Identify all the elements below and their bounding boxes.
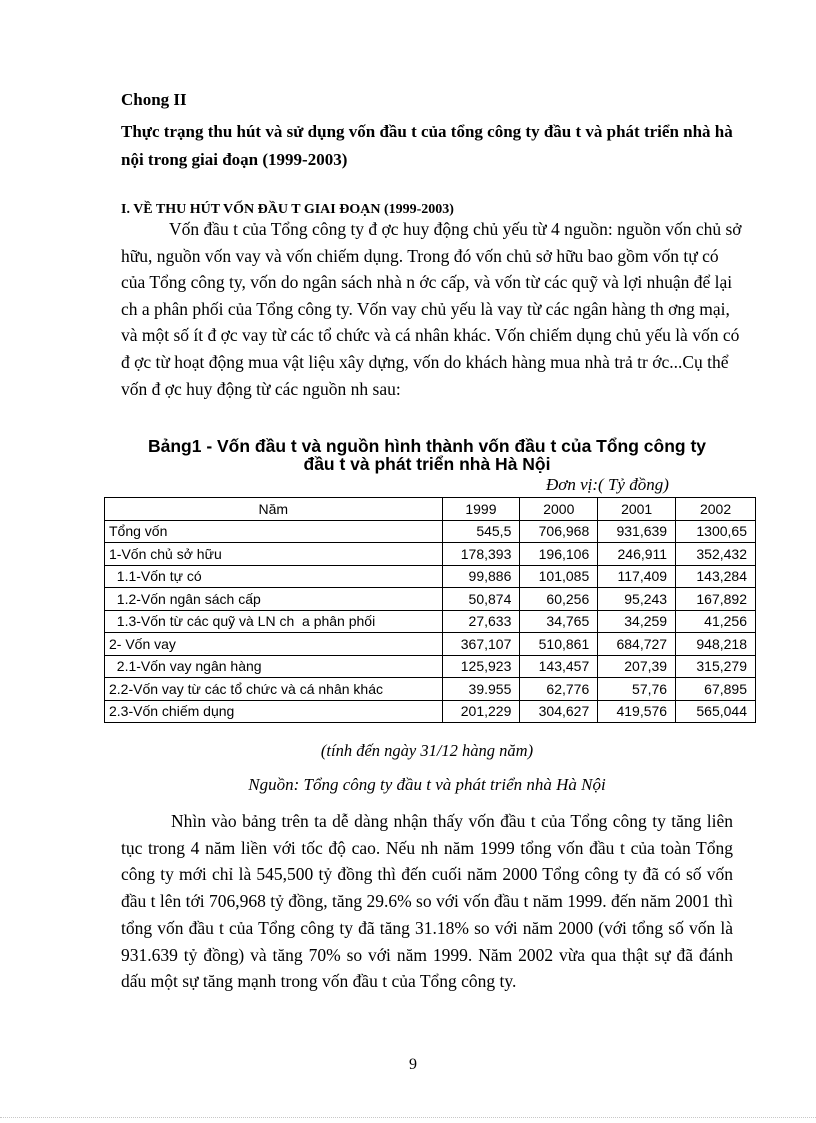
value-cell: 706,968 xyxy=(520,520,598,543)
row-label: 2- Vốn vay xyxy=(105,633,443,656)
value-cell: 684,727 xyxy=(598,633,676,656)
table-caption: Bảng1 - Vốn đầu t và nguồn hình thành vốn đầu t của Tổng công ty xyxy=(147,436,707,456)
capital-table xyxy=(104,497,756,723)
row-label: Tổng vốn xyxy=(105,520,443,543)
section-heading: I. VỀ THU HÚT VỐN ĐẦU T GIAI ĐOẠN (1999-2003) xyxy=(121,202,454,217)
page-bottom-divider xyxy=(0,1117,816,1118)
value-cell: 67,895 xyxy=(676,678,756,701)
intro-paragraph xyxy=(121,216,744,402)
table-row xyxy=(105,655,756,678)
table-row xyxy=(105,588,756,611)
analysis-paragraph xyxy=(121,808,733,995)
value-cell: 34,259 xyxy=(598,610,676,633)
value-cell: 948,218 xyxy=(676,633,756,656)
value-cell: 419,576 xyxy=(598,700,676,723)
table-note: (tính đến ngày 31/12 hàng năm) xyxy=(320,741,534,760)
value-cell: 207,39 xyxy=(598,655,676,678)
table-row xyxy=(105,700,756,723)
value-cell: 62,776 xyxy=(520,678,598,701)
table-row xyxy=(105,633,756,656)
header-cell: 2000 xyxy=(520,498,598,521)
value-cell: 196,106 xyxy=(520,543,598,566)
row-label: 1.3-Vốn từ các quỹ và LN ch a phân phối xyxy=(105,610,443,633)
value-cell: 34,765 xyxy=(520,610,598,633)
table-unit: Đơn vị:( Tỷ đồng) xyxy=(546,475,669,494)
row-label: 2.2-Vốn vay từ các tổ chức và cá nhân khác xyxy=(105,678,443,701)
header-cell: Năm xyxy=(105,498,443,521)
table-caption-line2: đầu t và phát triển nhà Hà Nội xyxy=(303,454,551,474)
value-cell: 101,085 xyxy=(520,565,598,588)
value-cell: 246,911 xyxy=(598,543,676,566)
chapter-label: Chong II xyxy=(121,90,187,109)
value-cell: 27,633 xyxy=(442,610,520,633)
table-row xyxy=(105,565,756,588)
table-row xyxy=(105,543,756,566)
value-cell: 201,229 xyxy=(442,700,520,723)
value-cell: 95,243 xyxy=(598,588,676,611)
header-cell: 2002 xyxy=(676,498,756,521)
value-cell: 39.955 xyxy=(442,678,520,701)
table-row xyxy=(105,610,756,633)
value-cell: 510,861 xyxy=(520,633,598,656)
value-cell: 931,639 xyxy=(598,520,676,543)
value-cell: 565,044 xyxy=(676,700,756,723)
value-cell: 352,432 xyxy=(676,543,756,566)
value-cell: 315,279 xyxy=(676,655,756,678)
row-label: 2.1-Vốn vay ngân hàng xyxy=(105,655,443,678)
chapter-title: Thực trạng thu hút và sử dụng vốn đầu t của tổng công ty đầu t và phát triển nhà hà nội trong giai đoạn (1999-2003) xyxy=(121,122,733,169)
value-cell: 167,892 xyxy=(676,588,756,611)
table-row xyxy=(105,678,756,701)
row-label: 1-Vốn chủ sở hữu xyxy=(105,543,443,566)
value-cell: 545,5 xyxy=(442,520,520,543)
value-cell: 1300,65 xyxy=(676,520,756,543)
value-cell: 50,874 xyxy=(442,588,520,611)
value-cell: 304,627 xyxy=(520,700,598,723)
value-cell: 367,107 xyxy=(442,633,520,656)
value-cell: 143,284 xyxy=(676,565,756,588)
row-label: 1.2-Vốn ngân sách cấp xyxy=(105,588,443,611)
value-cell: 143,457 xyxy=(520,655,598,678)
value-cell: 57,76 xyxy=(598,678,676,701)
row-label: 2.3-Vốn chiếm dụng xyxy=(105,700,443,723)
table-body xyxy=(105,520,756,723)
value-cell: 178,393 xyxy=(442,543,520,566)
header-cell: 2001 xyxy=(598,498,676,521)
value-cell: 125,923 xyxy=(442,655,520,678)
value-cell: 117,409 xyxy=(598,565,676,588)
table-source: Nguồn: Tổng công ty đầu t và phát triển nhà Hà Nội xyxy=(248,775,606,794)
page-number: 9 xyxy=(409,1056,417,1073)
header-cell: 1999 xyxy=(442,498,520,521)
analysis-paragraph-text: Nhìn vào bảng trên ta dễ dàng nhận thấy vốn đầu t của Tổng công ty tăng liên tục trong 4 năm liền với tốc độ cao. Nếu nh năm 1999 tổng vốn đầu t của toàn Tổng công ty mới chỉ là 545,500 tỷ đồng thì đến cuối năm 2000 Tổng công ty đã có số vốn đầu t lên tới 706,968 tỷ đồng, tăng 29.6% so với vốn đầu t năm 1999. đến năm 2001 thì tổng vốn đầu t của Tổng công ty đã tăng 31.18% so với năm 2000 (với tổng số vốn là 931.639 tỷ đồng) và tăng 70% so với năm 1999. Năm 2002 vừa qua thật sự đã đánh dấu một sự tăng mạnh trong vốn đầu t của Tổng công ty. xyxy=(121,811,733,992)
value-cell: 99,886 xyxy=(442,565,520,588)
intro-paragraph-text: Vốn đầu t của Tổng công ty đ ợc huy động chủ yếu từ 4 nguồn: nguồn vốn chủ sở hữu, nguồn vốn vay và vốn chiếm dụng. Trong đó vốn chủ sở hữu bao gồm vốn tự có của Tổng công ty, vốn do ngân sách nhà n ớc cấp, và vốn từ các quỹ và lợi nhuận để lại ch a phân phối của Tổng công ty. Vốn vay chủ yếu là vay từ các ngân hàng th ơng mại, và một số ít đ ợc vay từ các tổ chức và cá nhân khác. Vốn chiếm dụng chủ yếu là vốn có đ ợc từ hoạt động mua vật liệu xây dựng, vốn do khách hàng mua nhà trả tr ớc...Cụ thể vốn đ ợc huy động từ các nguồn nh sau: xyxy=(121,219,742,399)
table-row xyxy=(105,520,756,543)
table-header-row xyxy=(105,498,756,521)
value-cell: 41,256 xyxy=(676,610,756,633)
row-label: 1.1-Vốn tự có xyxy=(105,565,443,588)
value-cell: 60,256 xyxy=(520,588,598,611)
